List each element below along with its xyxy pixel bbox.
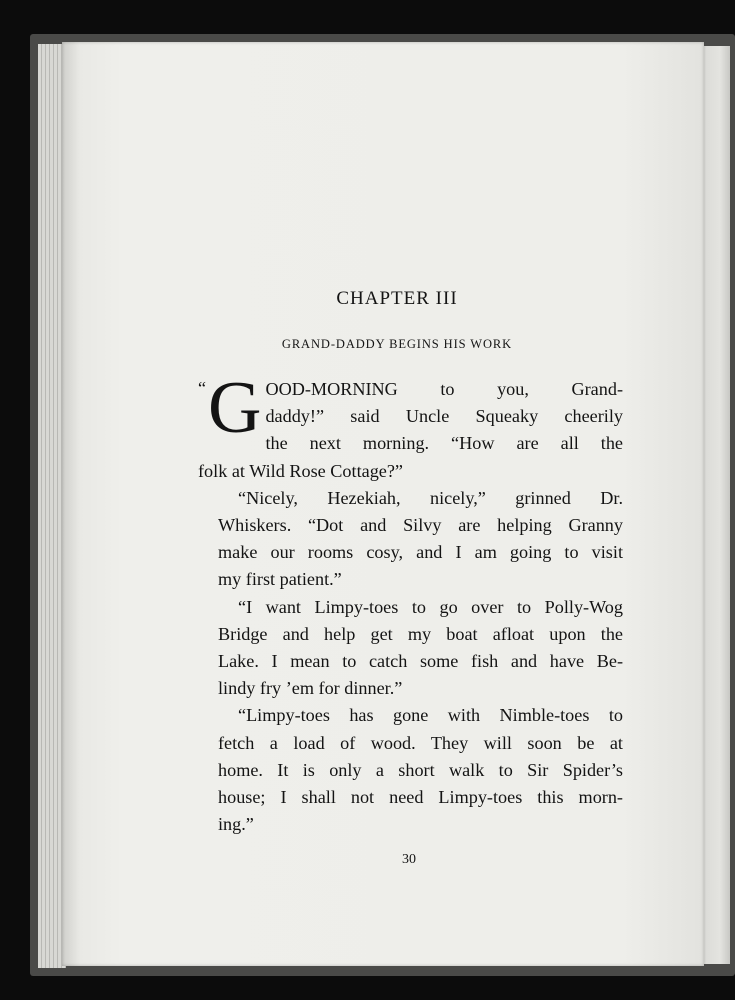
text-line: ing.” xyxy=(218,814,254,835)
page-number: 30 xyxy=(402,852,416,867)
paragraph-1 xyxy=(198,367,623,485)
text-line: fetch a load of wood. They will soon be at xyxy=(218,732,623,753)
text-line: Lake. I mean to catch some fish and have Be- xyxy=(218,651,623,672)
text-line: lindy fry ’em for dinner.” xyxy=(218,678,403,699)
body-text xyxy=(198,367,623,838)
book-page xyxy=(62,42,704,966)
paragraph-4 xyxy=(198,702,623,838)
text-line: Whiskers. “Dot and Silvy are helping Granny xyxy=(218,515,623,536)
opening-quote: “ xyxy=(198,378,206,398)
text-line: “Limpy-toes has gone with Nimble-toes to xyxy=(238,705,623,726)
chapter-subtitle: GRAND-DADDY BEGINS HIS WORK xyxy=(281,337,513,351)
text-line: folk at Wild Rose Cottage?” xyxy=(198,460,404,481)
paragraph-3 xyxy=(198,594,623,703)
facing-page-edge xyxy=(700,46,730,964)
text-line: OOD-MORNING to you, Grand- xyxy=(265,379,623,399)
text-line: daddy!” said Uncle Squeaky cheerily xyxy=(265,406,623,427)
text-line: “I want Limpy-toes to go over to Polly-Wog xyxy=(238,596,623,617)
text-line: house; I shall not need Limpy-toes this morn- xyxy=(218,787,623,808)
paragraph-2 xyxy=(198,485,623,594)
drop-cap: G xyxy=(208,367,262,449)
text-line: the next morning. “How are all the xyxy=(265,433,623,454)
text-line: make our rooms cosy, and I am going to visit xyxy=(218,542,623,563)
text-line: Bridge and help get my boat afloat upon the xyxy=(218,623,623,644)
chapter-title: CHAPTER III xyxy=(336,288,458,309)
text-line: home. It is only a short walk to Sir Spider’s xyxy=(218,759,623,780)
text-line: my first patient.” xyxy=(218,569,342,590)
text-line: “Nicely, Hezekiah, nicely,” grinned Dr. xyxy=(238,487,623,508)
